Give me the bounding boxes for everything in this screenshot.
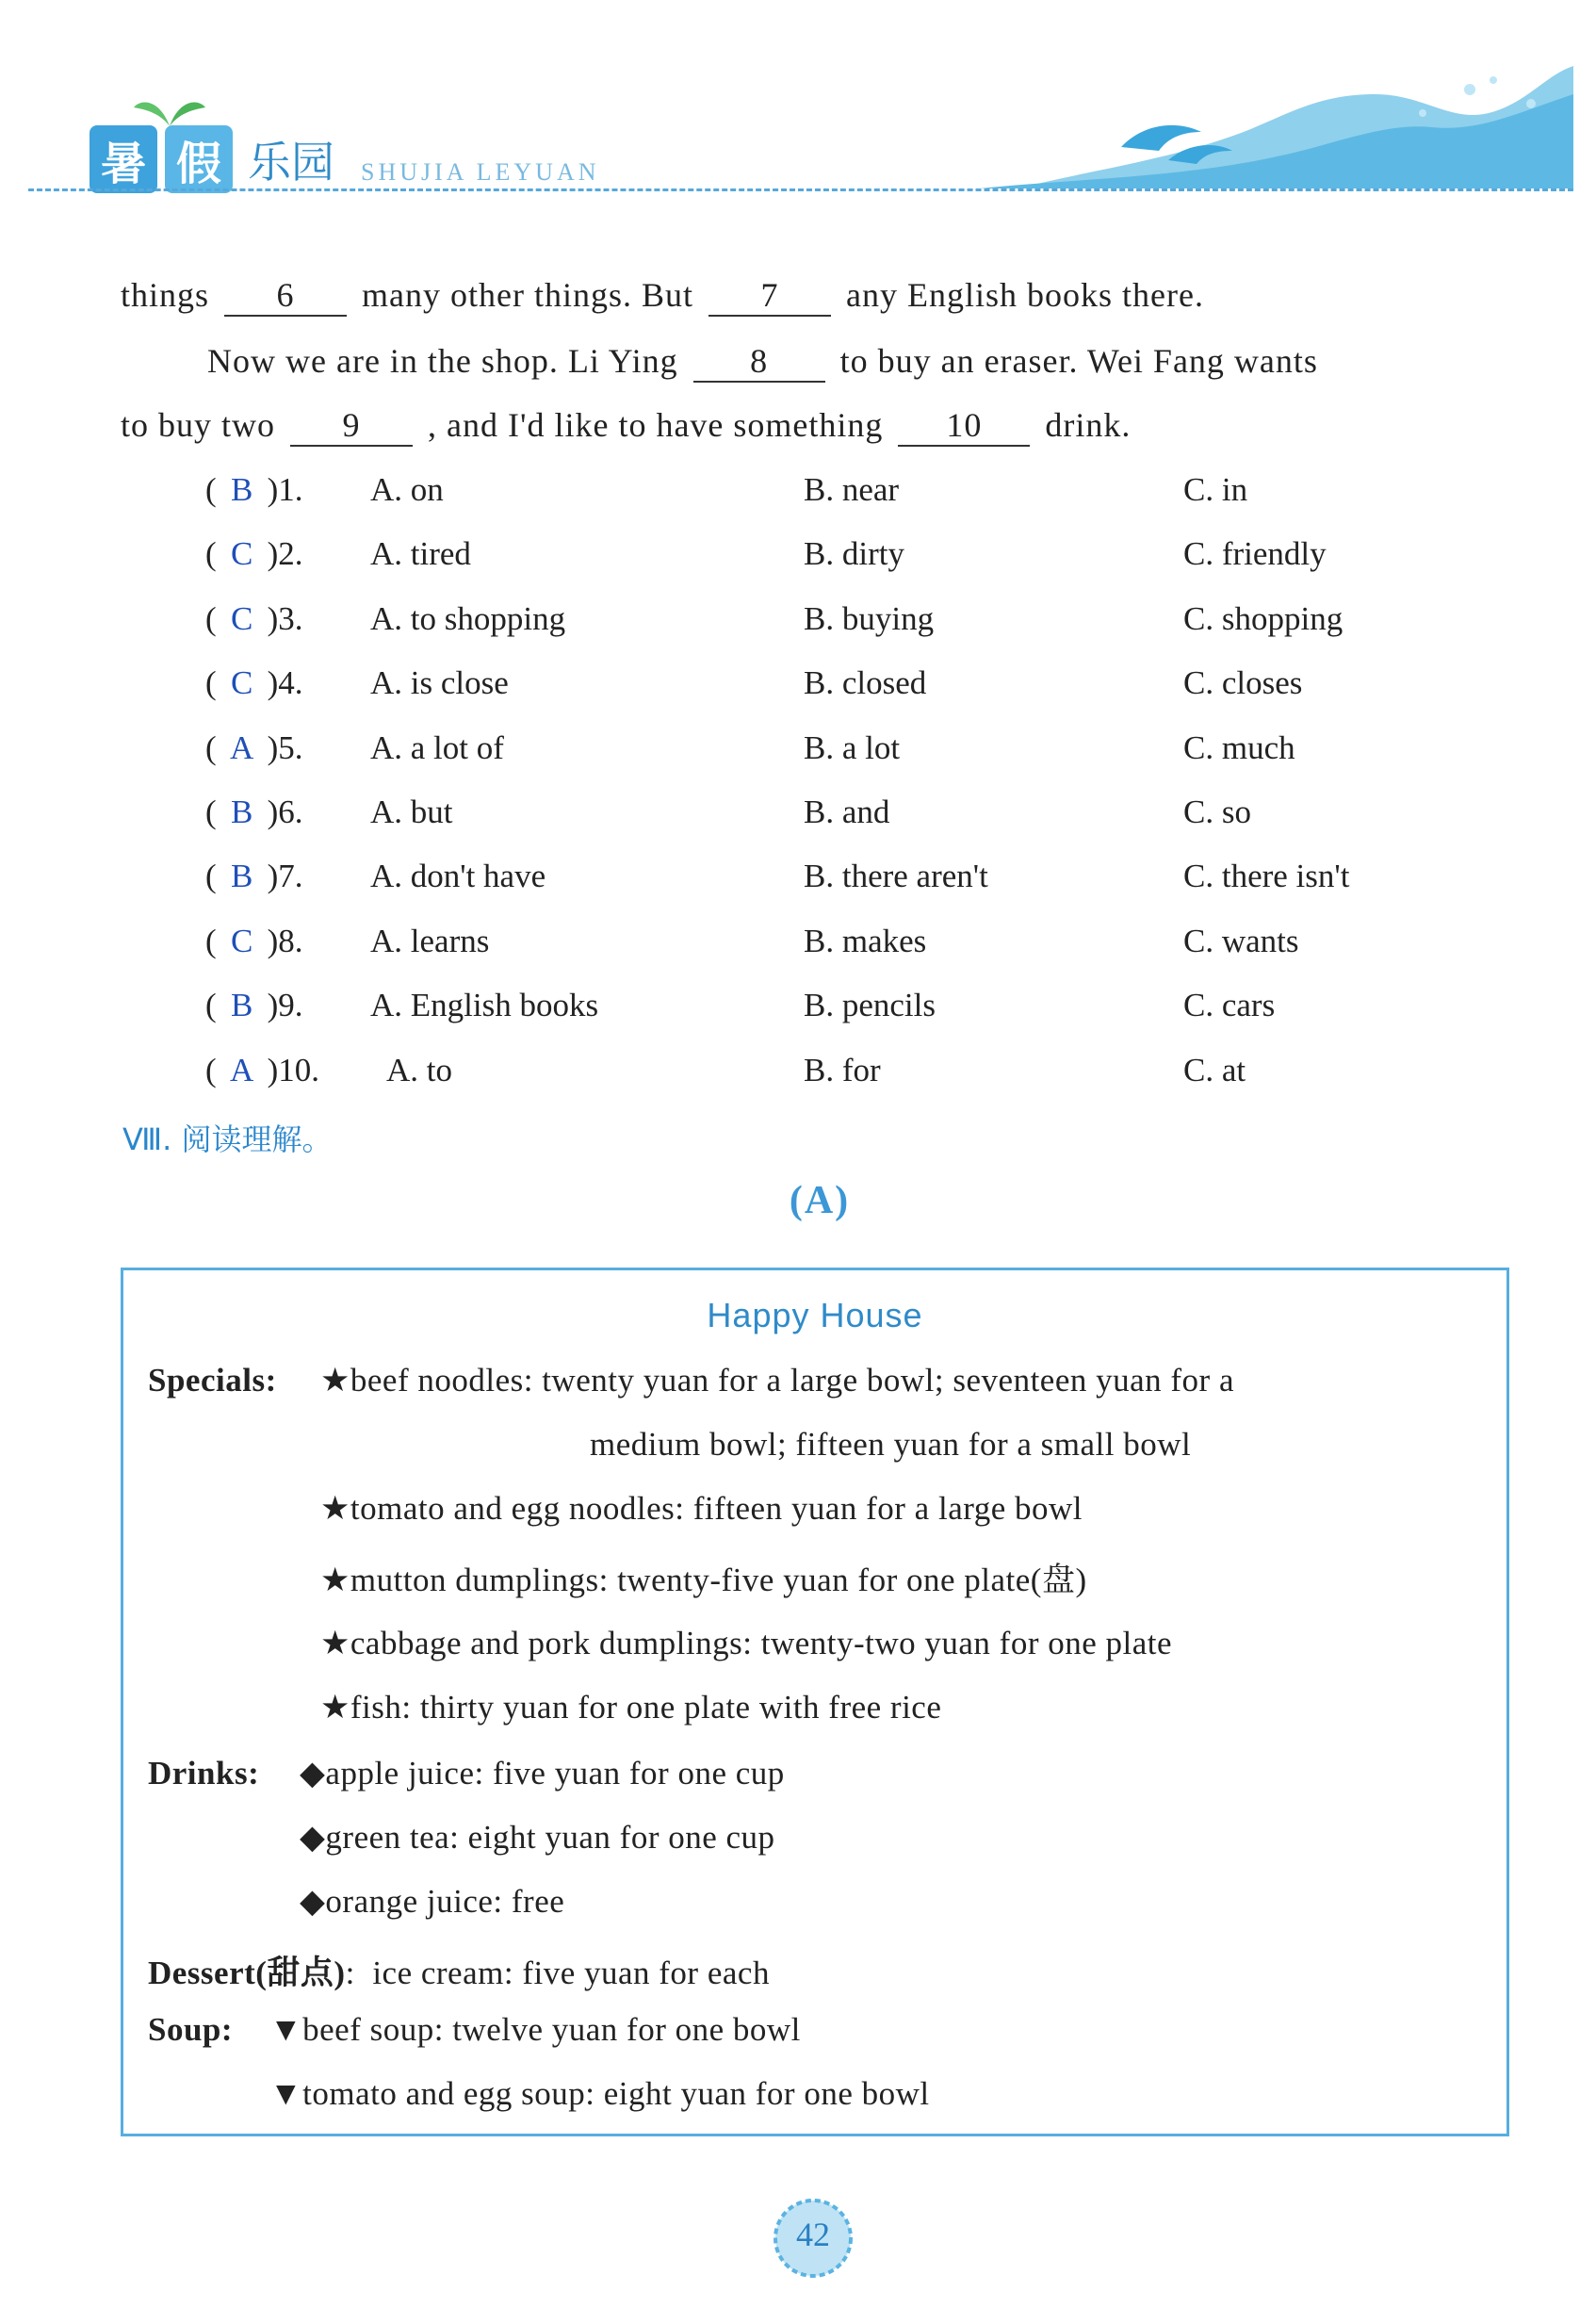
section-title: Ⅷ. 阅读理解。 <box>122 1121 333 1157</box>
question-number: ( C )8. <box>205 923 303 959</box>
answer-choice: B <box>230 471 253 508</box>
dessert-label: Dessert(甜点) <box>148 1955 346 1991</box>
option-a: A. tired <box>370 535 471 572</box>
option-b: B. dirty <box>804 535 904 572</box>
option-b: B. makes <box>804 923 927 959</box>
option-c: C. shopping <box>1183 600 1344 637</box>
answer-choice: C <box>230 923 253 959</box>
soup-item: ▼beef soup: twelve yuan for one bowl <box>269 2011 801 2048</box>
specials-item: ★fish: thirty yuan for one plate with free rice <box>320 1689 942 1726</box>
question-row <box>205 600 1430 638</box>
passage-text: many other things. But <box>362 276 693 314</box>
option-b: B. buying <box>804 600 935 637</box>
passage-line-2 <box>207 341 1318 383</box>
soup-label: Soup: <box>148 2011 234 2048</box>
question-number: ( B )9. <box>205 987 303 1023</box>
passage-line-3 <box>121 405 1131 447</box>
question-row <box>205 535 1430 573</box>
answer-choice: B <box>230 987 253 1023</box>
answer-blank: 10 <box>898 407 1030 447</box>
option-c: C. cars <box>1183 987 1276 1023</box>
menu-title: Happy House <box>707 1296 923 1334</box>
option-a: A. don't have <box>370 858 546 894</box>
question-row <box>205 858 1430 895</box>
passage-text: any English books there. <box>846 276 1204 314</box>
answer-choice: A <box>230 729 254 766</box>
option-b: B. for <box>804 1052 881 1088</box>
question-row <box>205 729 1430 767</box>
specials-item: ★beef noodles: twenty yuan for a large bowl; seventeen yuan for a <box>320 1362 1234 1399</box>
answer-choice: C <box>230 600 253 637</box>
soup-item: ▼tomato and egg soup: eight yuan for one bowl <box>269 2075 930 2112</box>
specials-item: ★tomato and egg noodles: fifteen yuan for a large bowl <box>320 1490 1083 1527</box>
question-number: ( B )1. <box>205 471 303 508</box>
passage-text: things <box>121 276 210 314</box>
option-a: A. but <box>370 794 453 830</box>
option-b: B. and <box>804 794 890 830</box>
passage-text: to buy an eraser. Wei Fang wants <box>839 342 1318 380</box>
answer-choice: C <box>230 535 253 572</box>
option-b: B. there aren't <box>804 858 988 894</box>
passage-text: drink. <box>1045 406 1132 444</box>
question-number: ( C )4. <box>205 664 303 701</box>
question-row <box>205 987 1430 1024</box>
question-number: ( A )10. <box>205 1052 320 1088</box>
answer-blank: 7 <box>708 277 831 317</box>
answer-blank: 9 <box>290 407 413 447</box>
answer-choice: B <box>230 858 253 894</box>
page-number: 42 <box>796 2216 830 2253</box>
option-c: C. friendly <box>1183 535 1327 572</box>
passage-text: Now we are in the shop. Li Ying <box>207 342 678 380</box>
specials-item: medium bowl; fifteen yuan for a small bowl <box>590 1426 1192 1463</box>
answer-blank: 8 <box>693 343 825 383</box>
passage-text: to buy two <box>121 406 276 444</box>
answer-choice: A <box>230 1052 254 1088</box>
question-row <box>205 794 1430 831</box>
option-a: A. on <box>370 471 444 508</box>
option-c: C. so <box>1183 794 1251 830</box>
option-a: A. English books <box>370 987 599 1023</box>
option-c: C. much <box>1183 729 1295 766</box>
dessert-item: ice cream: five yuan for each <box>372 1955 770 1991</box>
specials-item: ★cabbage and pork dumplings: twenty-two yuan for one plate <box>320 1625 1173 1661</box>
passage-text: , and I'd like to have something <box>428 406 884 444</box>
question-row <box>205 923 1430 960</box>
option-c: C. closes <box>1183 664 1303 701</box>
question-number: ( A )5. <box>205 729 303 766</box>
option-b: B. closed <box>804 664 927 701</box>
option-a: A. a lot of <box>370 729 504 766</box>
question-number: ( C )2. <box>205 535 303 572</box>
drinks-label: Drinks: <box>148 1755 260 1792</box>
question-number: ( B )7. <box>205 858 303 894</box>
option-c: C. there isn't <box>1183 858 1350 894</box>
option-a: A. to <box>386 1052 452 1088</box>
question-row <box>205 471 1430 509</box>
answer-choice: B <box>230 794 253 830</box>
drinks-item: ◆green tea: eight yuan for one cup <box>300 1819 775 1856</box>
header-brand <box>90 123 600 196</box>
answer-blank: 6 <box>224 277 347 317</box>
brand-char-1: 暑 <box>90 125 157 193</box>
brand-char-2: 假 <box>165 125 233 193</box>
brand-text: 乐园 <box>248 137 334 188</box>
option-a: A. to shopping <box>370 600 566 637</box>
option-c: C. wants <box>1183 923 1299 959</box>
question-number: ( B )6. <box>205 794 303 830</box>
option-b: B. pencils <box>804 987 936 1023</box>
section-subtitle: (A) <box>789 1179 851 1222</box>
option-a: A. learns <box>370 923 490 959</box>
question-row <box>205 1052 1430 1089</box>
dessert-line: Dessert(甜点): ice cream: five yuan for each <box>148 1955 770 1991</box>
specials-label: Specials: <box>148 1362 277 1399</box>
question-number: ( C )3. <box>205 600 303 637</box>
option-a: A. is close <box>370 664 509 701</box>
option-b: B. near <box>804 471 900 508</box>
header-divider <box>28 188 1573 191</box>
answer-choice: C <box>230 664 253 701</box>
drinks-item: ◆orange juice: free <box>300 1883 565 1920</box>
drinks-item: ◆apple juice: five yuan for one cup <box>300 1755 785 1792</box>
question-row <box>205 664 1430 702</box>
option-c: C. at <box>1183 1052 1246 1088</box>
brand-pinyin: SHUJIA LEYUAN <box>361 158 600 186</box>
specials-item: ★mutton dumplings: twenty-five yuan for one plate(盘) <box>320 1562 1087 1598</box>
passage-line-1 <box>121 275 1204 317</box>
option-b: B. a lot <box>804 729 901 766</box>
option-c: C. in <box>1183 471 1248 508</box>
wave-dolphin-decoration-icon <box>980 57 1573 198</box>
